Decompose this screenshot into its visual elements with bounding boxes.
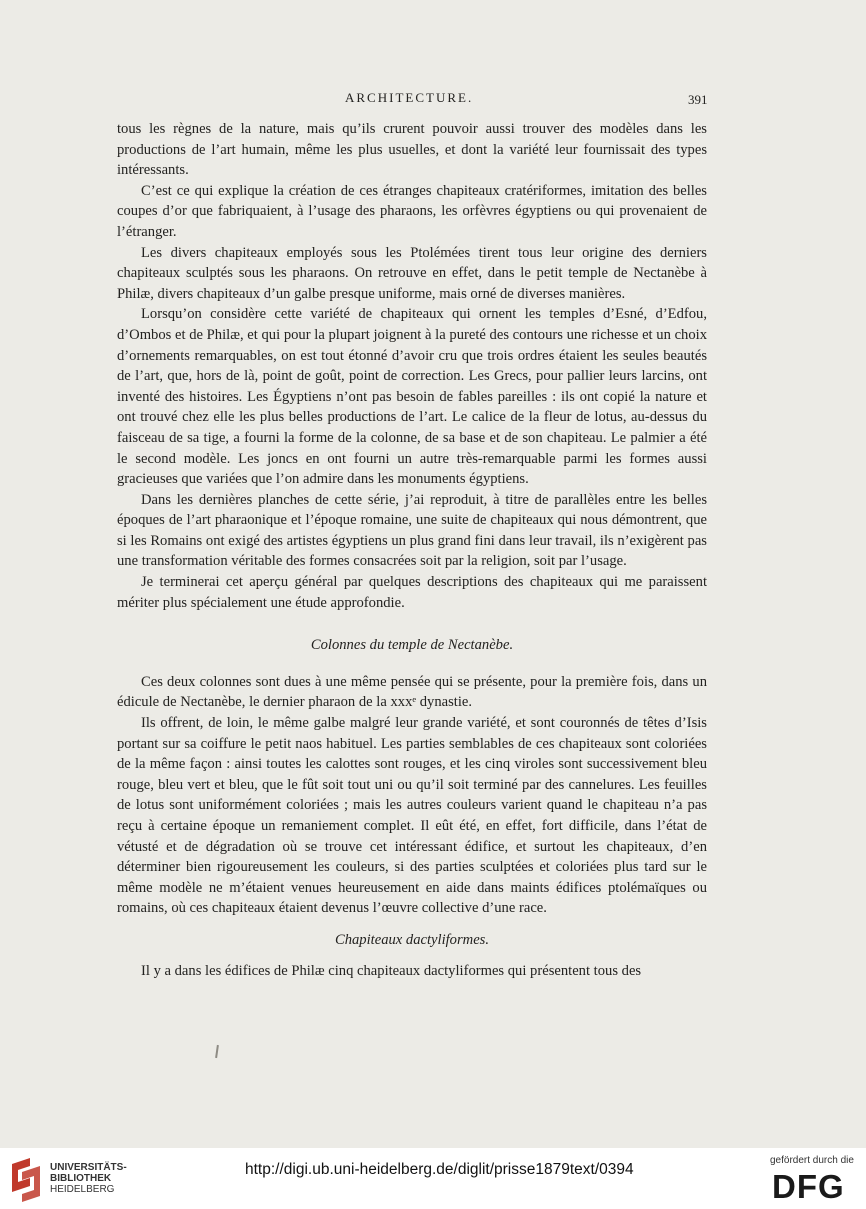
university-library-logo-icon [8, 1156, 46, 1202]
main-text [117, 119, 707, 981]
section-heading: Colonnes du temple de Nectanèbe. [310, 637, 514, 654]
ink-mark [215, 1045, 219, 1058]
running-head-title: ARCHITECTURE. [345, 90, 474, 105]
dfg-logo-icon: DFG [772, 1168, 845, 1205]
funding-caption: gefördert durch die [770, 1155, 854, 1166]
paragraph: Il y a dans les édifices de Philæ cinq chapiteaux dactyliformes qui présentent tous des [141, 962, 642, 979]
paragraph: Je terminerai cet aperçu général par quelques descriptions des chapiteaux qui me paraissent mériter plus spécialement une étude approfondie. [117, 574, 707, 611]
running-head [0, 90, 866, 110]
page-number: 391 [688, 92, 708, 107]
paragraph: C’est ce qui explique la création de ces étranges chapiteaux cratériformes, imitation des belles coupes d’or que fabriquaient, à l’usage des pharaons, les orfèvres égyptiens ou qui provenaient de l’étranger. [117, 182, 707, 240]
paragraph: tous les règnes de la nature, mais qu’ils crurent pouvoir aussi trouver des modèles dans les productions de l’art humain, même les plus usuelles, et dont la variété leur fournissait des types intéressants. [117, 121, 707, 179]
library-name: UNIVERSITÄTS- BIBLIOTHEK HEIDELBERG [50, 1162, 127, 1195]
section-heading: Chapiteaux dactyliformes. [334, 931, 490, 948]
paragraph: Ces deux colonnes sont dues à une même pensée qui se présente, pour la première fois, dans un édicule de Nectanèbe, le dernier pharaon de la xxxᵉ dynastie. [117, 673, 707, 711]
viewer-footer [0, 1148, 866, 1209]
permalink-url[interactable]: http://digi.ub.uni-heidelberg.de/diglit/prisse1879text/0394 [245, 1161, 634, 1178]
paragraph: Lorsqu’on considère cette variété de chapiteaux qui ornent les temples d’Esné, d’Edfou, d’Ombos et de Philæ, et qui pour la plupart joignent à la pureté des contours une richesse et un choix d’ornements remarquables, on est tout étonné d’avoir cru que trois ordres étaient les seules beautés de l’art, que, hors de là, point de goût, point de correction. Les Grecs, pour pallier leurs larcins, ont inventé des histoires. Les Égyptiens n’ont pas besoin de fables pareilles : ils ont copié la nature et ont trouvé chez elle les plus belles productions de l’art. Le calice de la fleur de lotus, au-dessus du faisceau de sa tige, a fourni la forme de la colonne, de sa base et de son chapiteau. Le palmier a été le second modèle. Les joncs en ont fourni un autre très-remarquable parmi les formes aussi gracieuses que variées que l’on admire dans les monuments égyptiens. [117, 306, 707, 488]
paragraph: Les divers chapiteaux employés sous les Ptolémées tirent tous leur origine des derniers chapiteaux sculptés sous les pharaons. On retrouve en effet, dans le petit temple de Nectanèbe à Philæ, divers chapiteaux d’un galbe presque uniforme, mais orné de diverses manières. [117, 244, 707, 302]
paragraph: Dans les dernières planches de cette série, j’ai reproduit, à titre de parallèles entre les belles époques de l’art pharaonique et l’époque romaine, une suite de chapiteaux qui nous démontrent, que si les Romains ont exigé des artistes égyptiens un plus grand fini dans leur travail, ils n’exigèrent pas une transformation véritable des formes consacrées soit par la religion, soit par l’usage. [117, 491, 707, 570]
paragraph: Ils offrent, de loin, le même galbe malgré leur grande variété, et sont couronnés de têtes d’Isis portant sur sa coiffure le petit naos habituel. Les parties semblables de ces chapiteaux sont coloriées de la même façon : ainsi toutes les calottes sont rouges, et les cinq viroles sont successivement bleu rouge, bleu vert et bleu, que le fût soit tout uni ou qu’il soit terminé par des cannelures. Les feuilles de lotus sont uniformément coloriées ; mais les autres couleurs varient quand le chapiteau n’a pas reçu à certaine époque un remaniement complet. Il eût été, en effet, fort difficile, dans l’état de vétusté et de dégradation où se trouve cet intéressant édifice, et surtout les chapiteaux, d’en déterminer bien rigoureusement les couleurs, si des parties sculptées et coloriées plus tard sur le même modèle ne m’étaient venues heureusement en aide dans maints édifices ptolémaïques ou romains, où ces chapiteaux étaient devenus l’œuvre collective d’une race. [117, 715, 707, 917]
